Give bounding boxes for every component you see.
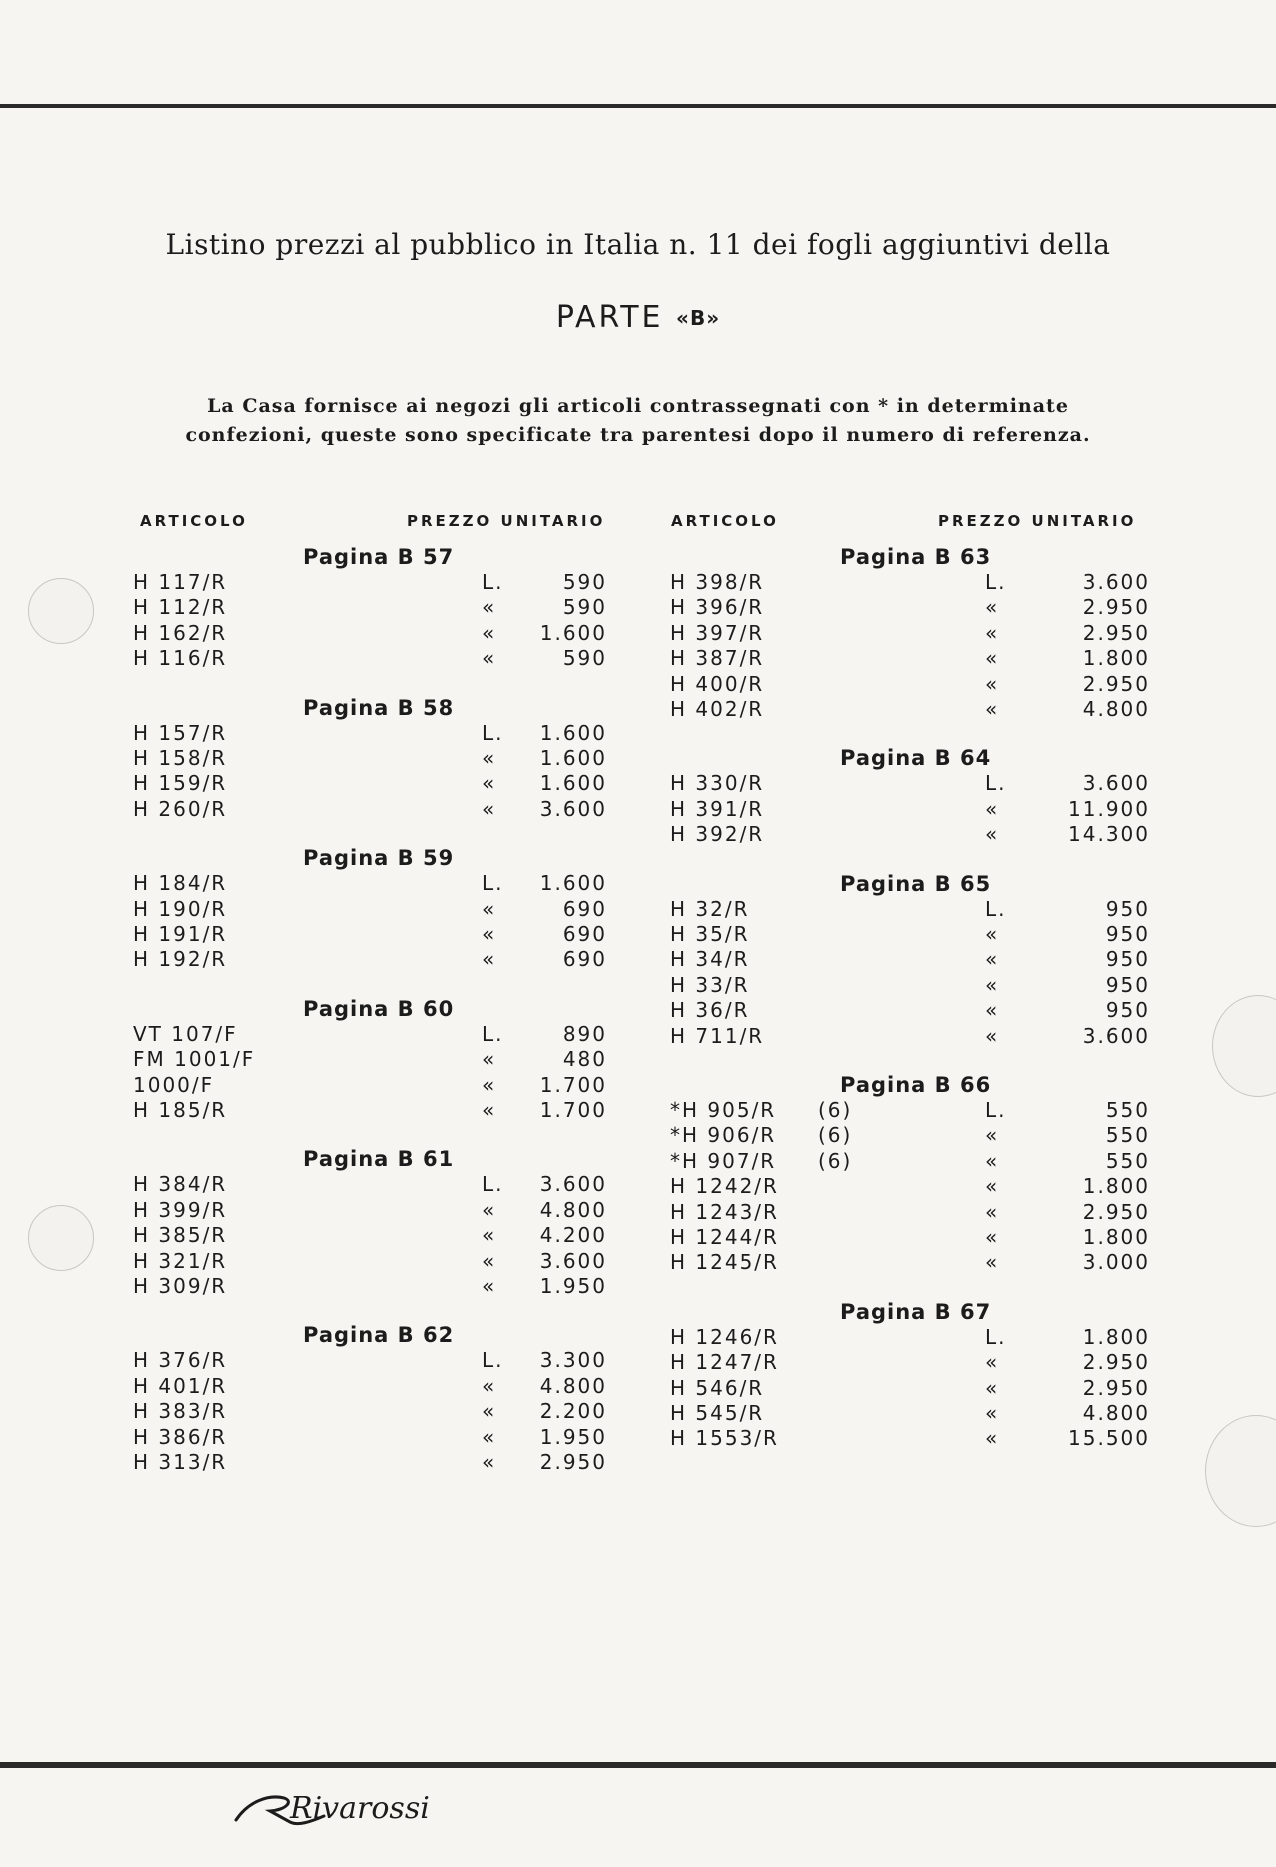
currency-mark: « [985,620,1000,645]
unit-price: 1.600 [539,871,607,896]
price-row [133,646,607,671]
price-row [133,797,607,822]
currency-mark: « [985,1250,1000,1275]
unit-price: 1.600 [539,746,607,770]
price-row [133,1249,607,1274]
currency-mark: « [482,1450,497,1474]
unit-price: 2.950 [539,1450,607,1474]
article-code: H 33/R [670,972,750,997]
punch-hole [28,578,94,644]
bottom-rule [0,1762,1276,1768]
article-code: *H 907/R [670,1148,777,1173]
currency-mark: « [482,620,497,645]
currency-mark: L. [985,570,1007,594]
price-row [133,1098,607,1123]
unit-price: 950 [1105,998,1150,1023]
article-code: H 185/R [133,1098,228,1122]
unit-price: 2.950 [1082,620,1150,645]
unit-price: 590 [562,595,607,620]
section-title: Pagina B 58 [303,695,455,720]
unit-price: 15.500 [1068,1426,1150,1451]
currency-mark: « [482,922,497,946]
article-code: H 1243/R [670,1199,779,1224]
section-title: Pagina B 59 [303,846,455,871]
currency-mark: « [482,1072,497,1097]
currency-mark: « [482,1047,497,1072]
price-row [670,1200,1150,1225]
unit-price: 3.600 [1082,570,1150,594]
unit-price: 1.600 [539,620,607,645]
currency-mark: L. [482,720,504,745]
intro-line-1: La Casa fornisce ai negozi gli articoli contrassegnati con * in determinate [207,395,1069,417]
unit-price: 3.300 [539,1348,607,1373]
article-code: H 386/R [133,1424,228,1449]
currency-mark: L. [985,1098,1007,1122]
unit-price: 1.700 [539,1098,607,1122]
price-row [133,1348,607,1373]
right-article-header: ARTICOLO [671,512,779,530]
section-title: Pagina B 61 [303,1147,455,1172]
price-row [133,1274,607,1299]
section-title: Pagina B 66 [840,1073,992,1097]
price-row [133,871,607,896]
article-code: H 384/R [133,1172,228,1197]
section-title: Pagina B 67 [840,1299,992,1324]
article-code: H 400/R [670,671,765,696]
currency-mark: « [482,1274,497,1298]
currency-mark: « [985,972,1000,997]
price-row [670,973,1150,998]
unit-price: 11.900 [1068,796,1150,821]
article-code: H 1242/R [670,1174,779,1199]
article-code: 1000/F [133,1072,215,1097]
price-row [670,1325,1150,1350]
article-code: H 191/R [133,922,228,946]
part-prefix: PARTE [555,300,664,335]
currency-mark: « [482,1373,497,1398]
article-code: H 401/R [133,1373,228,1398]
section-title: Pagina B 63 [840,545,992,569]
article-code: H 36/R [670,998,750,1023]
unit-price: 950 [1105,922,1150,946]
currency-mark: « [482,646,497,671]
intro-text [0,392,1276,450]
currency-mark: L. [482,570,504,594]
price-row [670,1024,1150,1049]
pack-quantity: (6) [818,1098,853,1122]
unit-price: 2.950 [1082,671,1150,696]
price-row [133,947,607,972]
currency-mark: « [985,1123,1000,1148]
price-row [133,570,607,595]
rivarossi-logo [228,1782,468,1832]
currency-mark: « [482,746,497,770]
article-code: H 399/R [133,1197,228,1222]
part-letter: «B» [676,306,721,330]
unit-price: 4.800 [1082,1401,1150,1425]
currency-mark: L. [985,1324,1007,1349]
currency-mark: « [985,1199,1000,1224]
currency-mark: L. [482,1021,504,1046]
left-price-header: PREZZO UNITARIO [407,512,606,530]
unit-price: 14.300 [1068,822,1150,847]
price-row [670,1401,1150,1426]
unit-price: 3.600 [1082,771,1150,796]
article-code: H 391/R [670,796,765,821]
unit-price: 4.800 [1082,697,1150,721]
pack-quantity: (6) [818,1148,853,1173]
article-code: H 711/R [670,1023,765,1048]
price-row [670,697,1150,722]
price-row [133,1223,607,1248]
currency-mark: L. [482,1348,504,1373]
article-code: H 34/R [670,947,750,972]
unit-price: 950 [1105,896,1150,921]
section-title: Pagina B 60 [303,996,455,1021]
currency-mark: « [985,671,1000,696]
currency-mark: « [482,1223,497,1248]
price-row [670,621,1150,646]
article-code: H 545/R [670,1401,765,1425]
unit-price: 1.950 [539,1274,607,1298]
currency-mark: « [985,1148,1000,1173]
currency-mark: « [482,595,497,620]
punch-hole [1205,1415,1276,1527]
price-row [670,1225,1150,1250]
article-code: H 192/R [133,947,228,972]
unit-price: 590 [562,570,607,594]
currency-mark: « [482,1197,497,1222]
unit-price: 690 [562,922,607,946]
article-code: H 159/R [133,771,228,796]
price-row [133,1073,607,1098]
currency-mark: « [985,1426,1000,1451]
price-row [133,1047,607,1072]
unit-price: 1.800 [1082,1324,1150,1349]
price-row [670,1123,1150,1148]
unit-price: 2.950 [1082,1375,1150,1400]
currency-mark: « [482,1424,497,1449]
price-row [670,822,1150,847]
article-code: H 112/R [133,595,228,620]
article-code: H 546/R [670,1375,765,1400]
price-row [133,922,607,947]
price-row [133,1198,607,1223]
punch-hole [28,1205,94,1271]
article-code: *H 906/R [670,1123,777,1148]
price-row [670,797,1150,822]
currency-mark: « [482,947,497,972]
unit-price: 1.800 [1082,1225,1150,1249]
currency-mark: « [985,998,1000,1023]
price-row [133,621,607,646]
unit-price: 3.600 [539,1172,607,1197]
price-row [133,897,607,922]
article-code: H 387/R [670,646,765,671]
price-row [670,1350,1150,1375]
price-row [133,1172,607,1197]
currency-mark: « [985,697,1000,721]
article-code: H 117/R [133,570,228,594]
unit-price: 590 [562,646,607,671]
currency-mark: L. [985,896,1007,921]
currency-mark: « [482,1248,497,1273]
top-rule [0,104,1276,108]
unit-price: 3.600 [539,1248,607,1273]
unit-price: 950 [1105,972,1150,997]
article-code: H 396/R [670,595,765,620]
currency-mark: « [985,947,1000,972]
article-code: H 376/R [133,1348,228,1373]
currency-mark: L. [482,871,504,896]
currency-mark: « [482,771,497,796]
left-article-header: ARTICOLO [140,512,248,530]
section-title: Pagina B 62 [303,1323,455,1348]
unit-price: 3.000 [1082,1250,1150,1275]
price-row [670,1098,1150,1123]
article-code: H 1247/R [670,1350,779,1375]
unit-price: 550 [1105,1123,1150,1148]
section-title: Pagina B 64 [840,746,992,771]
article-code: H 184/R [133,871,228,896]
price-row [133,595,607,620]
article-code: H 260/R [133,796,228,821]
article-code: H 162/R [133,620,228,645]
currency-mark: « [985,646,1000,671]
unit-price: 3.600 [1082,1023,1150,1048]
currency-mark: « [985,796,1000,821]
currency-mark: L. [985,771,1007,796]
section-title: Pagina B 57 [303,545,455,569]
unit-price: 1.800 [1082,1174,1150,1199]
unit-price: 2.950 [1082,1350,1150,1375]
currency-mark: « [985,595,1000,620]
unit-price: 3.600 [539,796,607,821]
currency-mark: « [985,1174,1000,1199]
price-row [133,746,607,771]
article-code: H 313/R [133,1450,228,1474]
unit-price: 2.200 [539,1399,607,1424]
currency-mark: « [482,896,497,921]
unit-price: 4.200 [539,1223,607,1248]
unit-price: 1.800 [1082,646,1150,671]
currency-mark: « [985,822,1000,847]
punch-hole [1212,995,1276,1097]
part-heading [0,300,1276,335]
price-row [670,922,1150,947]
price-row [670,947,1150,972]
article-code: VT 107/F [133,1021,238,1046]
article-code: H 398/R [670,570,765,594]
article-code: H 383/R [133,1399,228,1424]
unit-price: 1.600 [539,720,607,745]
unit-price: 890 [562,1021,607,1046]
price-row [670,897,1150,922]
price-row [670,1174,1150,1199]
price-row [670,771,1150,796]
unit-price: 1.600 [539,771,607,796]
article-code: H 116/R [133,646,228,671]
article-code: H 392/R [670,822,765,847]
article-code: H 1246/R [670,1324,779,1349]
article-code: *H 905/R [670,1098,777,1122]
price-row [133,771,607,796]
unit-price: 950 [1105,947,1150,972]
unit-price: 480 [562,1047,607,1072]
currency-mark: « [985,1350,1000,1375]
currency-mark: « [482,796,497,821]
unit-price: 550 [1105,1098,1150,1122]
article-code: H 402/R [670,697,765,721]
article-code: H 397/R [670,620,765,645]
currency-mark: « [482,1399,497,1424]
pack-quantity: (6) [818,1123,853,1148]
currency-mark: « [985,1023,1000,1048]
price-row [670,672,1150,697]
article-code: H 1245/R [670,1250,779,1275]
right-price-header: PREZZO UNITARIO [938,512,1137,530]
unit-price: 690 [562,896,607,921]
price-row [133,1022,607,1047]
price-row [670,1149,1150,1174]
price-row [670,1376,1150,1401]
unit-price: 4.800 [539,1373,607,1398]
article-code: H 35/R [670,922,750,946]
price-row [670,1250,1150,1275]
price-row [670,570,1150,595]
unit-price: 550 [1105,1148,1150,1173]
currency-mark: L. [482,1172,504,1197]
article-code: H 158/R [133,746,228,770]
price-row [670,1426,1150,1451]
currency-mark: « [985,1375,1000,1400]
logo-text: Rivarossi [290,1791,430,1826]
price-row [670,595,1150,620]
article-code: H 190/R [133,896,228,921]
unit-price: 2.950 [1082,1199,1150,1224]
section-title: Pagina B 65 [840,871,992,896]
currency-mark: « [482,1098,497,1122]
article-code: H 1244/R [670,1225,779,1249]
price-row [670,646,1150,671]
article-code: H 385/R [133,1223,228,1248]
unit-price: 4.800 [539,1197,607,1222]
unit-price: 2.950 [1082,595,1150,620]
article-code: H 330/R [670,771,765,796]
price-row [133,1374,607,1399]
article-code: H 157/R [133,720,228,745]
intro-line-2: confezioni, queste sono specificate tra parentesi dopo il numero di referenza. [185,424,1091,446]
currency-mark: « [985,922,1000,946]
price-row [133,1425,607,1450]
price-row [133,1399,607,1424]
article-code: H 309/R [133,1274,228,1298]
article-code: FM 1001/F [133,1047,256,1072]
article-code: H 321/R [133,1248,228,1273]
article-code: H 1553/R [670,1426,779,1451]
price-row [133,1450,607,1475]
unit-price: 1.950 [539,1424,607,1449]
page-title: Listino prezzi al pubblico in Italia n. 11 dei fogli aggiuntivi della [165,228,1111,261]
unit-price: 1.700 [539,1072,607,1097]
price-row [670,998,1150,1023]
currency-mark: « [985,1401,1000,1425]
article-code: H 32/R [670,896,750,921]
currency-mark: « [985,1225,1000,1249]
price-row [133,721,607,746]
unit-price: 690 [562,947,607,972]
